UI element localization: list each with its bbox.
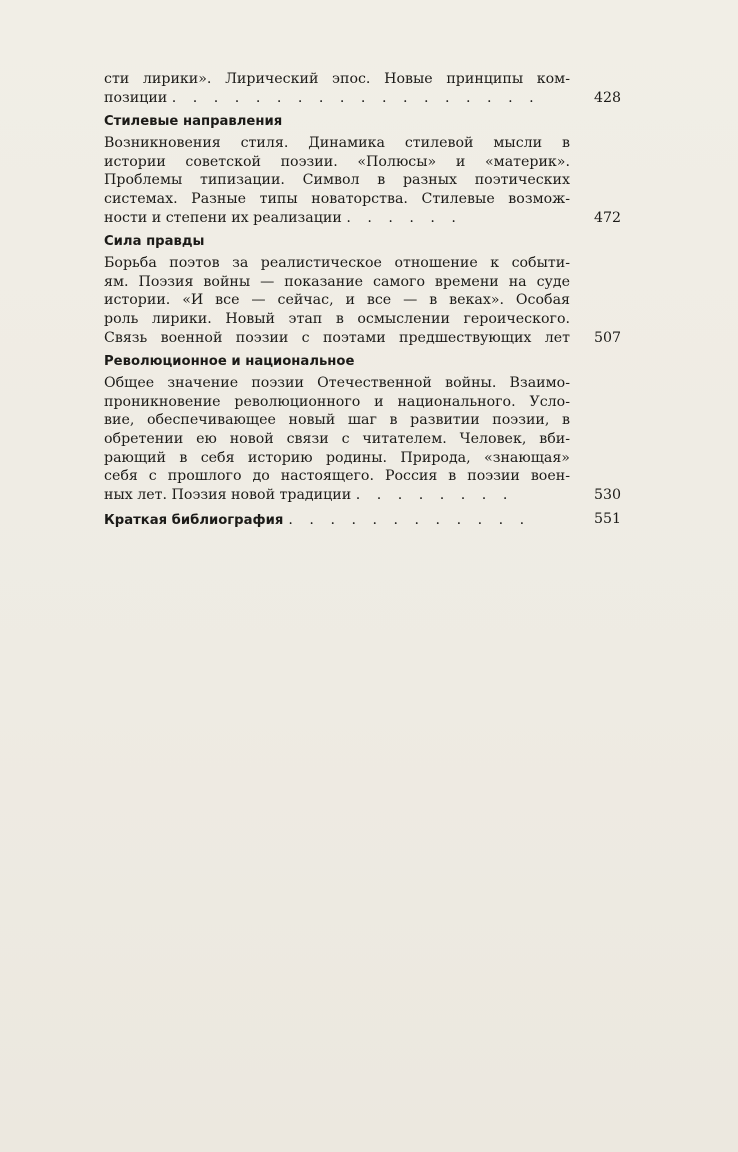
leader-dots: . . . . . . xyxy=(346,209,462,226)
page-number: 472 xyxy=(594,209,622,226)
toc-text-line: Возникновения стиля. Динамика стилевой мысли в xyxy=(104,135,570,152)
page-number: 551 xyxy=(594,511,622,528)
leader-dots: . . . . . . . . . . . . . . . . . . xyxy=(171,89,540,106)
toc-text: ных лет. Поэзия новой традиции xyxy=(104,486,352,503)
page-number: 507 xyxy=(594,329,622,346)
toc-text-line: себя с прошлого до настоящего. Россия в поэзии воен- xyxy=(104,468,570,485)
toc-text-line: обретении ею новой связи с читателем. Человек, вби- xyxy=(104,430,570,447)
toc-text-line: рающий в себя историю родины. Природа, «знающая» xyxy=(104,449,570,466)
toc-text-line-last xyxy=(104,486,622,505)
toc-text: позиции xyxy=(104,89,168,106)
page-number: 428 xyxy=(594,89,622,106)
toc-text-line-last xyxy=(104,329,622,348)
leader-dots: . . . . . . . . . . . . xyxy=(288,512,531,529)
section-heading: Революционное и национальное xyxy=(104,354,355,370)
section-heading: Стилевые направления xyxy=(104,114,283,130)
page-number: 530 xyxy=(594,486,622,503)
leader-dots: . . . . . . . . xyxy=(355,486,514,503)
toc-entry-truth xyxy=(104,231,624,347)
toc-text-line: истории. «И все — сейчас, и все — в веках». Особая xyxy=(104,292,570,309)
section-heading: Сила правды xyxy=(104,234,205,250)
toc-text-line: вие, обеспечивающее новый шаг в развитии поэзии, в xyxy=(104,412,570,429)
toc-text-line: истории советской поэзии. «Полюсы» и «материк». xyxy=(104,153,570,170)
toc-text-line: Борьба поэтов за реалистическое отношение к событи- xyxy=(104,255,570,272)
toc-text-line-last xyxy=(104,89,622,108)
toc-entry-lyric-epic xyxy=(104,70,624,107)
toc-text-line: Проблемы типизации. Символ в разных поэтических xyxy=(104,172,570,189)
toc-text-line: ям. Поэзия войны — показание самого времени на суде xyxy=(104,273,570,290)
toc-entry-revolutionary xyxy=(104,351,624,504)
toc-text-line: Общее значение поэзии Отечественной войны. Взаимо- xyxy=(104,375,570,392)
toc-text: Связь военной поэзии с поэтами предшествующих лет xyxy=(104,329,570,346)
toc-text-line-last xyxy=(104,209,622,228)
toc-text: ности и степени их реализации xyxy=(104,209,342,226)
toc-entry-bibliography xyxy=(104,508,624,530)
bibliography-heading: Краткая библиография xyxy=(104,513,284,529)
toc-text-line: сти лирики». Лирический эпос. Новые принципы ком- xyxy=(104,71,570,87)
toc-text-line: роль лирики. Новый этап в осмыслении героического. xyxy=(104,310,570,327)
toc-entry-style xyxy=(104,111,624,227)
toc-text-line: системах. Разные типы новаторства. Стилевые возмож- xyxy=(104,190,570,207)
table-of-contents xyxy=(104,70,624,530)
toc-text-line: проникновение революционного и национального. Усло- xyxy=(104,393,570,410)
